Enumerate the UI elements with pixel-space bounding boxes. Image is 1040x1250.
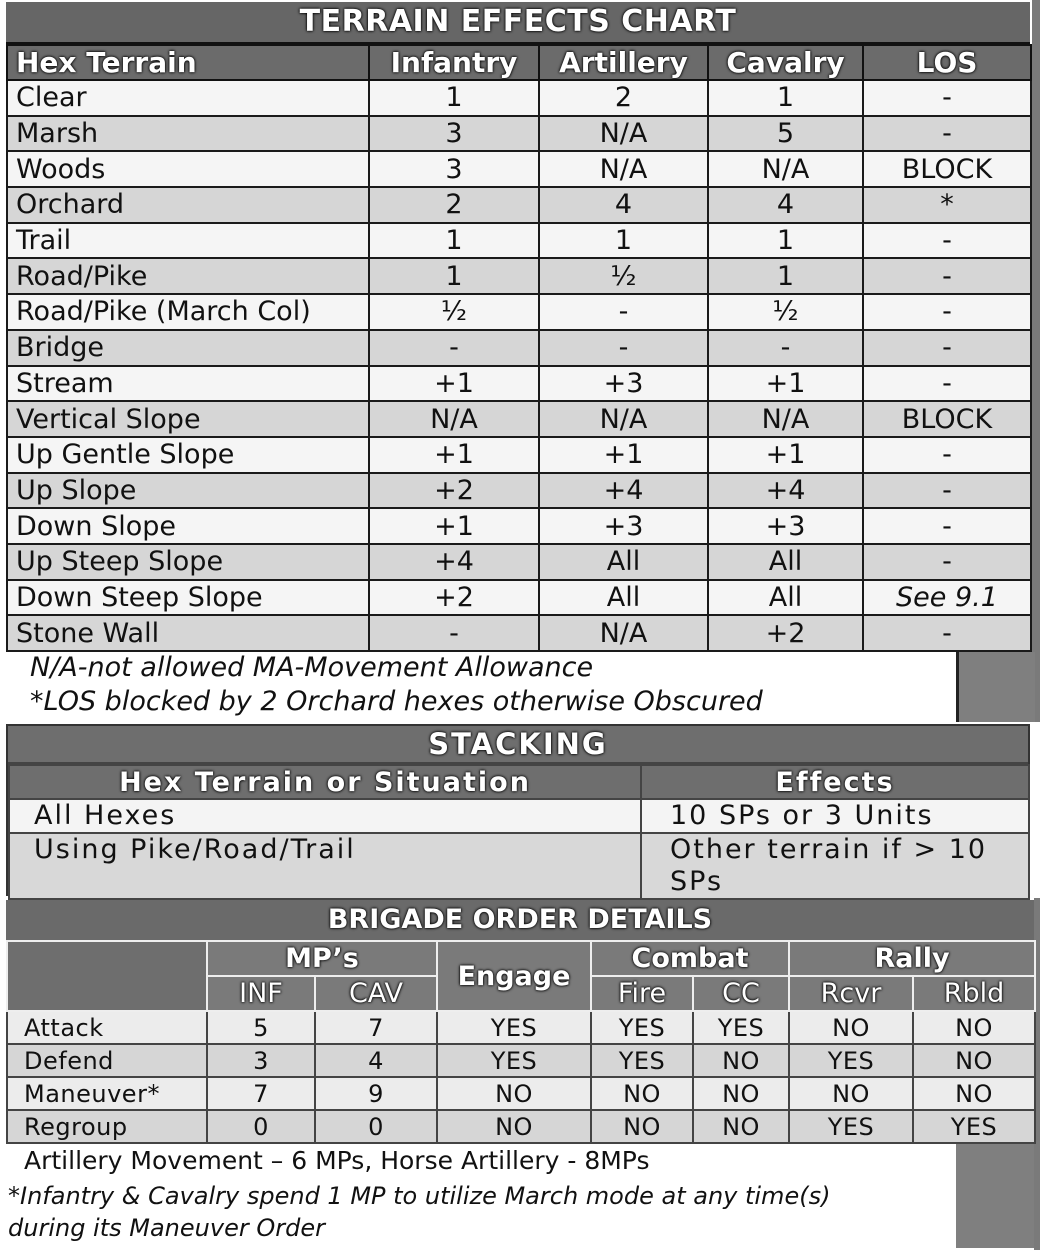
los-effect: - (863, 294, 1031, 330)
infantry-cost: N/A (369, 401, 539, 437)
table-row (7, 401, 1031, 437)
cavalry-cost: +1 (708, 437, 863, 473)
table-row (9, 833, 1029, 899)
cavalry-cost: All (708, 544, 863, 580)
terrain-name: Clear (7, 80, 369, 116)
los-effect: - (863, 366, 1031, 402)
table-row (7, 580, 1031, 616)
col-header-rcvr: Rcvr (789, 976, 913, 1011)
table-row (7, 1011, 1035, 1044)
artillery-cost: 1 (539, 223, 708, 259)
infantry-cost: ½ (369, 294, 539, 330)
cavalry-cost: N/A (708, 151, 863, 187)
col-header-cav: CAV (315, 976, 437, 1011)
cavalry-cost: 1 (708, 258, 863, 294)
col-header-cavalry: Cavalry (708, 45, 863, 80)
terrain-chart-title: TERRAIN EFFECTS CHART (6, 2, 1030, 44)
stacking-title: STACKING (8, 726, 1028, 764)
right-edge-bar (1032, 0, 1040, 722)
col-header-fire: Fire (591, 976, 693, 1011)
inf-mps: 5 (207, 1011, 315, 1044)
stacking-effect: 10 SPs or 3 Units (641, 799, 1029, 833)
terrain-name: Down Slope (7, 508, 369, 544)
cavalry-cost: 1 (708, 223, 863, 259)
table-row (9, 799, 1029, 833)
cav-mps: 4 (315, 1044, 437, 1077)
artillery-cost: - (539, 294, 708, 330)
terrain-name: Vertical Slope (7, 401, 369, 437)
terrain-table (6, 44, 1032, 652)
inf-mps: 0 (207, 1110, 315, 1143)
cavalry-cost: +1 (708, 366, 863, 402)
stacking-header-row (9, 765, 1029, 799)
terrain-note-orchard-los: *LOS blocked by 2 Orchard hexes otherwise Obscured (30, 686, 763, 717)
stacking-situation: Using Pike/Road/Trail (9, 833, 641, 899)
col-header-hex-terrain: Hex Terrain (7, 45, 369, 80)
col-group-combat: Combat (591, 941, 789, 976)
terrain-name: Road/Pike (March Col) (7, 294, 369, 330)
brigade-note-maneuver-order: during its Maneuver Order (8, 1214, 325, 1242)
artillery-cost: All (539, 544, 708, 580)
infantry-cost: +1 (369, 437, 539, 473)
cav-mps: 7 (315, 1011, 437, 1044)
rcvr-value: NO (789, 1077, 913, 1110)
engage-value: NO (437, 1077, 591, 1110)
los-effect: - (863, 223, 1031, 259)
table-row (7, 258, 1031, 294)
terrain-name: Stream (7, 366, 369, 402)
terrain-name: Orchard (7, 187, 369, 223)
order-name: Attack (7, 1011, 207, 1044)
order-name: Maneuver* (7, 1077, 207, 1110)
table-row (7, 80, 1031, 116)
rcvr-value: YES (789, 1110, 913, 1143)
brigade-note-march-mode: *Infantry & Cavalry spend 1 MP to utilize March mode at any time(s) (8, 1182, 831, 1210)
terrain-name: Up Steep Slope (7, 544, 369, 580)
rbld-value: NO (913, 1044, 1035, 1077)
brigade-corner-cell (7, 941, 207, 1011)
los-effect: - (863, 615, 1031, 651)
rbld-value: YES (913, 1110, 1035, 1143)
table-row (7, 1077, 1035, 1110)
artillery-cost: - (539, 330, 708, 366)
table-row (7, 330, 1031, 366)
infantry-cost: 1 (369, 80, 539, 116)
cav-mps: 0 (315, 1110, 437, 1143)
artillery-cost: +3 (539, 508, 708, 544)
artillery-cost: +1 (539, 437, 708, 473)
infantry-cost: +2 (369, 580, 539, 616)
los-effect: - (863, 544, 1031, 580)
inf-mps: 3 (207, 1044, 315, 1077)
terrain-name: Up Gentle Slope (7, 437, 369, 473)
artillery-cost: 2 (539, 80, 708, 116)
col-group-rally: Rally (789, 941, 1035, 976)
los-effect: * (863, 187, 1031, 223)
los-effect: BLOCK (863, 151, 1031, 187)
stacking-effect: Other terrain if > 10 SPs (641, 833, 1029, 899)
infantry-cost: - (369, 615, 539, 651)
artillery-cost: +3 (539, 366, 708, 402)
table-row (7, 1110, 1035, 1143)
cc-value: NO (693, 1044, 789, 1077)
cavalry-cost: +3 (708, 508, 863, 544)
terrain-name: Road/Pike (7, 258, 369, 294)
table-row (7, 223, 1031, 259)
los-effect: - (863, 437, 1031, 473)
col-header-cc: CC (693, 976, 789, 1011)
cav-mps: 9 (315, 1077, 437, 1110)
los-effect: - (863, 80, 1031, 116)
table-row (7, 544, 1031, 580)
inf-mps: 7 (207, 1077, 315, 1110)
table-row (7, 1044, 1035, 1077)
artillery-cost: All (539, 580, 708, 616)
infantry-cost: 1 (369, 258, 539, 294)
artillery-cost: 4 (539, 187, 708, 223)
terrain-note-abbreviations: N/A-not allowed MA-Movement Allowance (30, 652, 594, 683)
col-header-artillery: Artillery (539, 45, 708, 80)
infantry-cost: - (369, 330, 539, 366)
brigade-group-header-row (7, 941, 1035, 976)
cavalry-cost: ½ (708, 294, 863, 330)
order-name: Regroup (7, 1110, 207, 1143)
artillery-cost: ½ (539, 258, 708, 294)
cc-value: YES (693, 1011, 789, 1044)
cavalry-cost: 4 (708, 187, 863, 223)
rbld-value: NO (913, 1011, 1035, 1044)
col-header-effects: Effects (641, 765, 1029, 799)
order-name: Defend (7, 1044, 207, 1077)
table-row (7, 508, 1031, 544)
infantry-cost: 3 (369, 151, 539, 187)
stacking-table (8, 764, 1030, 900)
col-group-mps: MP’s (207, 941, 437, 976)
rbld-value: NO (913, 1077, 1035, 1110)
fire-value: YES (591, 1011, 693, 1044)
table-row (7, 437, 1031, 473)
corner-shade-box (956, 652, 1035, 722)
brigade-order-details (0, 898, 1040, 1250)
los-effect: See 9.1 (863, 580, 1031, 616)
infantry-cost: 1 (369, 223, 539, 259)
artillery-cost: N/A (539, 401, 708, 437)
col-header-engage: Engage (437, 941, 591, 1011)
rcvr-value: YES (789, 1044, 913, 1077)
los-effect: - (863, 473, 1031, 509)
engage-value: YES (437, 1044, 591, 1077)
cavalry-cost: 1 (708, 80, 863, 116)
terrain-name: Up Slope (7, 473, 369, 509)
fire-value: NO (591, 1077, 693, 1110)
brigade-table (6, 940, 1036, 1144)
cavalry-cost: N/A (708, 401, 863, 437)
infantry-cost: +1 (369, 366, 539, 402)
cc-value: NO (693, 1110, 789, 1143)
terrain-name: Stone Wall (7, 615, 369, 651)
col-header-rbld: Rbld (913, 976, 1035, 1011)
infantry-cost: +1 (369, 508, 539, 544)
col-header-situation: Hex Terrain or Situation (9, 765, 641, 799)
table-row (7, 294, 1031, 330)
cavalry-cost: 5 (708, 116, 863, 152)
cavalry-cost: +2 (708, 615, 863, 651)
fire-value: NO (591, 1110, 693, 1143)
col-header-inf: INF (207, 976, 315, 1011)
cavalry-cost: +4 (708, 473, 863, 509)
cc-value: NO (693, 1077, 789, 1110)
table-row (7, 116, 1031, 152)
col-header-infantry: Infantry (369, 45, 539, 80)
artillery-cost: N/A (539, 116, 708, 152)
brigade-title: BRIGADE ORDER DETAILS (6, 900, 1034, 940)
cavalry-cost: All (708, 580, 863, 616)
table-row (7, 187, 1031, 223)
los-effect: - (863, 116, 1031, 152)
brigade-note-artillery: Artillery Movement – 6 MPs, Horse Artillery - 8MPs (24, 1146, 650, 1175)
artillery-cost: N/A (539, 615, 708, 651)
fire-value: YES (591, 1044, 693, 1077)
terrain-name: Woods (7, 151, 369, 187)
terrain-name: Bridge (7, 330, 369, 366)
stacking-situation: All Hexes (9, 799, 641, 833)
artillery-cost: +4 (539, 473, 708, 509)
terrain-name: Trail (7, 223, 369, 259)
corner-shade-box (956, 1144, 1034, 1248)
terrain-header-row (7, 45, 1031, 80)
table-row (7, 615, 1031, 651)
terrain-name: Marsh (7, 116, 369, 152)
artillery-cost: N/A (539, 151, 708, 187)
table-row (7, 473, 1031, 509)
terrain-name: Down Steep Slope (7, 580, 369, 616)
rcvr-value: NO (789, 1011, 913, 1044)
col-header-los: LOS (863, 45, 1031, 80)
infantry-cost: +2 (369, 473, 539, 509)
cavalry-cost: - (708, 330, 863, 366)
infantry-cost: 3 (369, 116, 539, 152)
engage-value: NO (437, 1110, 591, 1143)
infantry-cost: +4 (369, 544, 539, 580)
los-effect: - (863, 258, 1031, 294)
los-effect: - (863, 330, 1031, 366)
los-effect: BLOCK (863, 401, 1031, 437)
table-row (7, 151, 1031, 187)
engage-value: YES (437, 1011, 591, 1044)
infantry-cost: 2 (369, 187, 539, 223)
los-effect: - (863, 508, 1031, 544)
stacking-chart (6, 724, 1030, 896)
table-row (7, 366, 1031, 402)
